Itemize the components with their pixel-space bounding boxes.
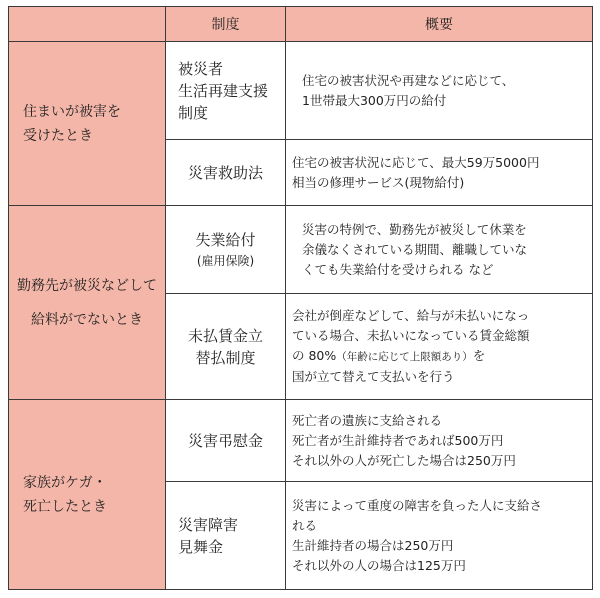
summary-line: 相当の修理サービス(現物給付) bbox=[292, 174, 465, 190]
summary-line: 災害の特例で、勤務先が被災して休業を bbox=[302, 221, 527, 237]
summary-line: 余儀なくされている期間、離職していな bbox=[302, 241, 528, 257]
category-line: 勤務先が被災などして bbox=[17, 277, 157, 294]
header-blank-cell bbox=[9, 7, 166, 42]
summary-line: 生計維持者の場合は250万円 bbox=[292, 537, 454, 553]
summary-cell bbox=[286, 42, 593, 140]
system-cell bbox=[166, 206, 286, 294]
summary-after-note: を bbox=[472, 348, 486, 363]
summary-line: それ以外の人が死亡した場合は250万円 bbox=[292, 452, 516, 468]
system-line: 失業給付 bbox=[195, 230, 256, 249]
system-line: 災害障害 bbox=[178, 515, 239, 534]
category-line: 給料がでないとき bbox=[31, 311, 143, 328]
summary-cell bbox=[286, 294, 593, 400]
table-row bbox=[9, 206, 593, 294]
summary-line: 住宅の被害状況や再建などに応じて、 bbox=[302, 72, 515, 88]
summary-cell bbox=[286, 206, 593, 294]
summary-cell bbox=[286, 140, 593, 206]
header-row bbox=[9, 7, 593, 42]
summary-line: それ以外の人の場合は125万円 bbox=[292, 557, 466, 573]
summary-line: れる bbox=[292, 517, 318, 533]
system-cell bbox=[166, 140, 286, 206]
system-subline: (雇用保険) bbox=[196, 253, 255, 268]
table-row bbox=[9, 42, 593, 140]
summary-line: 住宅の被害状況に応じて、最大59万5000円 bbox=[292, 154, 540, 170]
system-line: 被災者 bbox=[178, 59, 224, 78]
summary-line: 死亡者の遺族に支給される bbox=[292, 412, 443, 428]
system-cell bbox=[166, 42, 286, 140]
category-family bbox=[9, 400, 166, 590]
summary-line: 1世帯最大300万円の給付 bbox=[302, 92, 447, 108]
summary-note: （年齢に応じて上限額あり） bbox=[336, 351, 473, 363]
summary-line bbox=[292, 346, 586, 367]
category-income bbox=[9, 206, 166, 400]
summary-line: 災害によって重度の障害を負った人に支給さ bbox=[292, 497, 543, 513]
category-line: 受けたとき bbox=[23, 127, 93, 144]
summary-cell bbox=[286, 400, 593, 482]
system-line: 替払制度 bbox=[195, 348, 256, 367]
category-housing bbox=[9, 42, 166, 206]
table-row bbox=[9, 400, 593, 482]
summary-line: くても失業給付を受けられる など bbox=[302, 261, 494, 277]
support-table bbox=[8, 6, 593, 590]
system-line: 災害救助法 bbox=[187, 163, 263, 182]
header-summary: 概要 bbox=[286, 7, 593, 42]
system-line: 未払賃金立 bbox=[187, 326, 263, 345]
summary-line: ている場合、未払いになっている賃金総額 bbox=[292, 328, 530, 343]
system-line: 生活再建支援 bbox=[178, 81, 269, 100]
system-cell bbox=[166, 400, 286, 482]
summary-line: 死亡者が生計維持者であれば500万円 bbox=[292, 432, 504, 448]
system-cell bbox=[166, 294, 286, 400]
header-system: 制度 bbox=[166, 7, 286, 42]
system-cell bbox=[166, 482, 286, 590]
summary-cell bbox=[286, 482, 593, 590]
system-line: 災害弔慰金 bbox=[187, 431, 263, 450]
system-line: 見舞金 bbox=[178, 537, 224, 556]
category-line: 住まいが被害を bbox=[23, 103, 121, 120]
summary-percent: の 80% bbox=[292, 348, 337, 363]
category-line: 死亡したとき bbox=[23, 498, 107, 515]
summary-line: 会社が倒産などして、給与が未払いになっ bbox=[292, 308, 530, 323]
system-line: 制度 bbox=[178, 103, 209, 122]
category-line: 家族がケガ・ bbox=[23, 474, 107, 491]
summary-line: 国が立て替えて支払いを行う bbox=[292, 369, 455, 384]
